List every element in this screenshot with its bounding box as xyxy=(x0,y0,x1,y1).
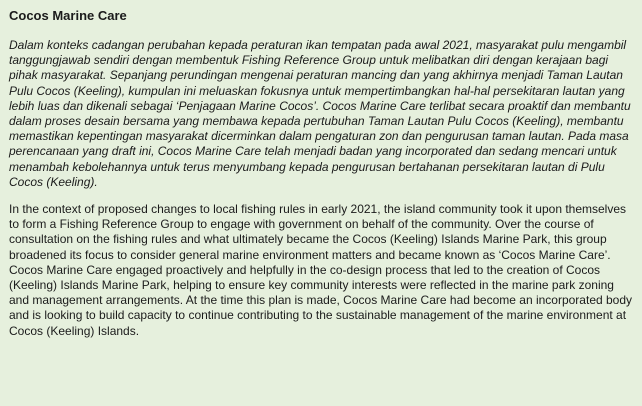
english-paragraph: In the context of proposed changes to local fishing rules in early 2021, the island community took it upon themselves to form a Fishing Reference Group to engage with government on behalf of the community. Over the course of consultation on the fishing rules and what ultimately became the Cocos (Keeling) Islands Marine Park, this group broadened its focus to consider general marine environment matters and became known as ‘Cocos Marine Care’. Cocos Marine Care engaged proactively and helpfully in the co-design process that led to the creation of Cocos (Keeling) Islands Marine Park, helping to ensure key community interests were reflected in the marine park zoning and management arrangements. At the time this plan is made, Cocos Marine Care had become an incorporated body and is looking to build capacity to continue contributing to the sustainable management of the marine environment at Cocos (Keeling) Islands. xyxy=(9,202,633,338)
malay-paragraph: Dalam konteks cadangan perubahan kepada peraturan ikan tempatan pada awal 2021, masyarakat pulu mengambil tanggungjawab sendiri dengan membentuk Fishing Reference Group untuk melibatkan diri dengan kerajaan bagi pihak masyarakat. Sepanjang perundingan mengenai peraturan mancing dan yang akhirnya menjadi Taman Lautan Pulu Cocos (Keeling), kumpulan ini meluaskan fokusnya untuk mempertimbangkan hal-hal persekitaran lautan yang lebih luas dan dikenali sebagai ‘Penjagaan Marine Cocos’. Cocos Marine Care terlibat secara proaktif dan membantu dalam proses desain bersama yang membawa kepada pertubuhan Taman Lautan Pulu Cocos (Keeling), membantu memastikan kepentingan masyarakat dicerminkan dalam pengaturan zon dan pengurusan taman lautan. Pada masa perencanaan yang draft ini, Cocos Marine Care telah menjadi badan yang incorporated dan sedang mencari untuk menambah kebolehannya untuk terus menyumbang kepada pengurusan bertahanan persekitaran lautan di Pulu Cocos (Keeling). xyxy=(9,38,631,189)
box-title: Cocos Marine Care xyxy=(9,8,127,23)
